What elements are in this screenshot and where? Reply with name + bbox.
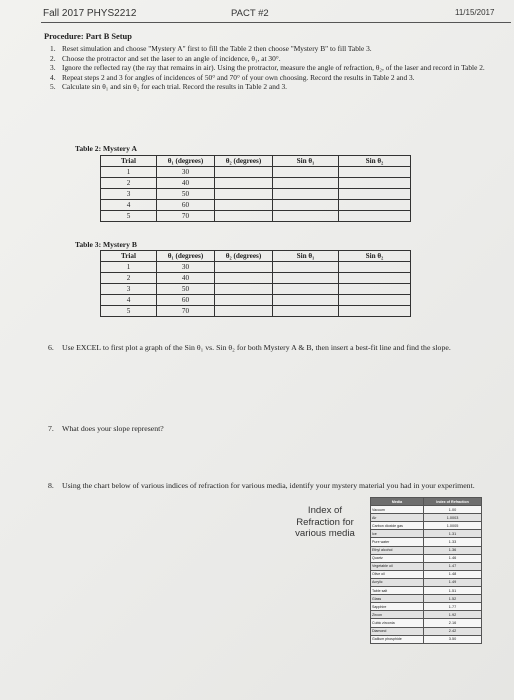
refraction-index-value: 2.42	[424, 627, 482, 635]
table-row	[101, 178, 411, 189]
media-name: Olive oil	[371, 570, 424, 578]
table-cell	[273, 200, 339, 211]
refraction-index-value: 3.50	[424, 635, 482, 643]
table-cell: 60	[157, 295, 215, 306]
table-cell	[215, 178, 273, 189]
question-text: Using the chart below of various indices of refraction for various media, identify your mystery material you had in your experiment.	[62, 481, 475, 490]
step-text: Repeat steps 2 and 3 for angles of incidences of 50° and 70° of your own choosing. Record the results in Table 2 and 3.	[62, 72, 415, 82]
table-row	[101, 200, 411, 211]
table-cell: 3	[101, 189, 157, 200]
table-cell: 40	[157, 178, 215, 189]
media-name: Sapphire	[371, 603, 424, 611]
media-name: Carbon dioxide gas	[371, 522, 424, 530]
table-row	[371, 587, 482, 595]
table-cell: 50	[157, 284, 215, 295]
table-cell: 4	[101, 295, 157, 306]
procedure-step	[50, 54, 490, 63]
procedure-step	[50, 82, 490, 91]
table-cell: 30	[157, 167, 215, 178]
table-row	[371, 514, 482, 522]
procedure-steps	[50, 44, 490, 92]
refraction-index-value: 1.0003	[424, 514, 482, 522]
col-sin-theta1: Sin θ₁	[273, 251, 339, 262]
step-number: 3.	[50, 63, 56, 72]
refraction-index-value: 1.51	[424, 587, 482, 595]
procedure-step	[50, 63, 490, 72]
question-number: 7.	[48, 424, 54, 433]
table-row	[101, 273, 411, 284]
col-sin-theta2: Sin θ₂	[339, 156, 411, 167]
table-row	[101, 262, 411, 273]
table-cell: 70	[157, 211, 215, 222]
table-row	[371, 627, 482, 635]
table-header-row	[371, 498, 482, 506]
refraction-index-value: 1.48	[424, 570, 482, 578]
table-cell: 70	[157, 306, 215, 317]
table-row	[371, 546, 482, 554]
table2-mystery-a	[100, 155, 411, 222]
table-cell	[339, 306, 411, 317]
step-number: 2.	[50, 53, 56, 63]
step-text: Choose the protractor and set the laser to an angle of incidence, θ₁, at 30°.	[62, 53, 281, 63]
media-name: Ethyl alcohol	[371, 546, 424, 554]
step-number: 4.	[50, 72, 56, 82]
media-name: Acrylic	[371, 578, 424, 586]
table-cell: 1	[101, 167, 157, 178]
question-text: Use EXCEL to first plot a graph of the Sin θ₁ vs. Sin θ₂ for both Mystery A & B, then insert a best-fit line and find the slope.	[62, 343, 451, 352]
table-row	[371, 578, 482, 586]
table-cell	[215, 167, 273, 178]
table-cell	[273, 178, 339, 189]
table-cell	[215, 284, 273, 295]
table3-title: Table 3: Mystery B	[75, 240, 137, 249]
media-name: Ice	[371, 530, 424, 538]
col-trial: Trial	[101, 251, 157, 262]
table-row	[371, 595, 482, 603]
refraction-index-value: 1.47	[424, 562, 482, 570]
table-row	[371, 635, 482, 643]
table-row	[371, 506, 482, 514]
table-cell	[215, 273, 273, 284]
table-cell: 60	[157, 200, 215, 211]
media-name: Table salt	[371, 587, 424, 595]
table-cell	[273, 167, 339, 178]
refraction-index-value: 1.52	[424, 595, 482, 603]
col-theta1: θ₁ (degrees)	[157, 156, 215, 167]
procedure-step	[50, 73, 490, 82]
table-cell	[273, 211, 339, 222]
table-cell	[339, 178, 411, 189]
table-cell: 30	[157, 262, 215, 273]
table-row	[101, 306, 411, 317]
table-cell	[273, 295, 339, 306]
table3-mystery-b	[100, 250, 411, 317]
table-cell	[339, 295, 411, 306]
question-7	[48, 424, 488, 435]
refraction-index-value: 1.49	[424, 578, 482, 586]
media-name: Glass	[371, 595, 424, 603]
col-sin-theta1: Sin θ₁	[273, 156, 339, 167]
table-row	[371, 603, 482, 611]
step-number: 5.	[50, 82, 56, 91]
table2-title: Table 2: Mystery A	[75, 144, 137, 153]
step-text: Calculate sin θ₁ and sin θ₂ for each trial. Record the results in Table 2 and 3.	[62, 82, 288, 91]
refraction-index-value: 1.46	[424, 554, 482, 562]
table-cell: 5	[101, 211, 157, 222]
table-cell	[273, 262, 339, 273]
table-cell	[273, 273, 339, 284]
col-theta1: θ₁ (degrees)	[157, 251, 215, 262]
table-cell	[215, 189, 273, 200]
table-cell	[339, 273, 411, 284]
table-row	[101, 295, 411, 306]
table-cell: 4	[101, 200, 157, 211]
step-text: Ignore the reflected ray (the ray that remains in air). Using the protractor, measure the angle of refraction, θ₂, of the laser and record in Table 2.	[62, 63, 485, 72]
step-text: Reset simulation and choose "Mystery A" first to fill the Table 2 then choose "Mystery B" to fill Table 3.	[62, 44, 372, 53]
table-cell: 3	[101, 284, 157, 295]
table-header-row	[101, 251, 411, 262]
table-cell: 5	[101, 306, 157, 317]
table-cell	[215, 306, 273, 317]
procedure-step	[50, 44, 490, 53]
media-name: Pure water	[371, 538, 424, 546]
question-number: 6.	[48, 343, 54, 352]
media-name: Quartz	[371, 554, 424, 562]
table-header-row	[101, 156, 411, 167]
refraction-index-value: 1.36	[424, 546, 482, 554]
refraction-chart-label: Index of Refraction for various media	[295, 505, 355, 539]
media-name: Air	[371, 514, 424, 522]
table-row	[101, 189, 411, 200]
header-divider	[41, 22, 511, 23]
col-index: Index of Refraction	[424, 498, 482, 506]
media-name: Zircon	[371, 611, 424, 619]
refraction-index-value: 1.00	[424, 506, 482, 514]
table-cell	[273, 284, 339, 295]
refraction-index-value: 2.16	[424, 619, 482, 627]
question-text: What does your slope represent?	[62, 424, 164, 433]
table-cell	[273, 189, 339, 200]
col-theta2: θ₂ (degrees)	[215, 156, 273, 167]
table-cell: 1	[101, 262, 157, 273]
table-cell: 2	[101, 178, 157, 189]
table-cell: 50	[157, 189, 215, 200]
table-row	[371, 522, 482, 530]
refraction-index-value: 1.77	[424, 603, 482, 611]
media-name: Gallium phosphide	[371, 635, 424, 643]
table-row	[101, 211, 411, 222]
lab-title: PACT #2	[231, 8, 269, 19]
refraction-index-value: 1.31	[424, 530, 482, 538]
question-8	[48, 481, 478, 492]
table-cell	[215, 211, 273, 222]
table-row	[101, 167, 411, 178]
table-row	[371, 554, 482, 562]
table-row	[371, 619, 482, 627]
refraction-index-table	[370, 497, 482, 644]
col-theta2: θ₂ (degrees)	[215, 251, 273, 262]
table-row	[371, 538, 482, 546]
table-cell	[273, 306, 339, 317]
table-row	[371, 570, 482, 578]
question-number: 8.	[48, 481, 54, 490]
table-cell	[215, 295, 273, 306]
table-row	[371, 530, 482, 538]
question-6	[48, 343, 488, 354]
date-label: 11/15/2017	[455, 8, 495, 17]
col-sin-theta2: Sin θ₂	[339, 251, 411, 262]
table-cell: 2	[101, 273, 157, 284]
table-cell	[339, 262, 411, 273]
table-row	[101, 284, 411, 295]
col-media: Media	[371, 498, 424, 506]
procedure-title: Procedure: Part B Setup	[44, 32, 132, 41]
table-row	[371, 611, 482, 619]
media-name: Cubic zirconia	[371, 619, 424, 627]
table-cell: 40	[157, 273, 215, 284]
table-row	[371, 562, 482, 570]
refraction-index-value: 1.92	[424, 611, 482, 619]
table-cell	[339, 200, 411, 211]
table-cell	[339, 167, 411, 178]
table-cell	[215, 200, 273, 211]
media-name: Vegetable oil	[371, 562, 424, 570]
table-cell	[215, 262, 273, 273]
step-number: 1.	[50, 44, 56, 53]
table-cell	[339, 211, 411, 222]
refraction-index-value: 1.33	[424, 538, 482, 546]
refraction-index-value: 1.0005	[424, 522, 482, 530]
table-cell	[339, 284, 411, 295]
media-name: Vacuum	[371, 506, 424, 514]
table-cell	[339, 189, 411, 200]
col-trial: Trial	[101, 156, 157, 167]
media-name: Diamond	[371, 627, 424, 635]
course-label: Fall 2017 PHYS2212	[43, 8, 137, 19]
